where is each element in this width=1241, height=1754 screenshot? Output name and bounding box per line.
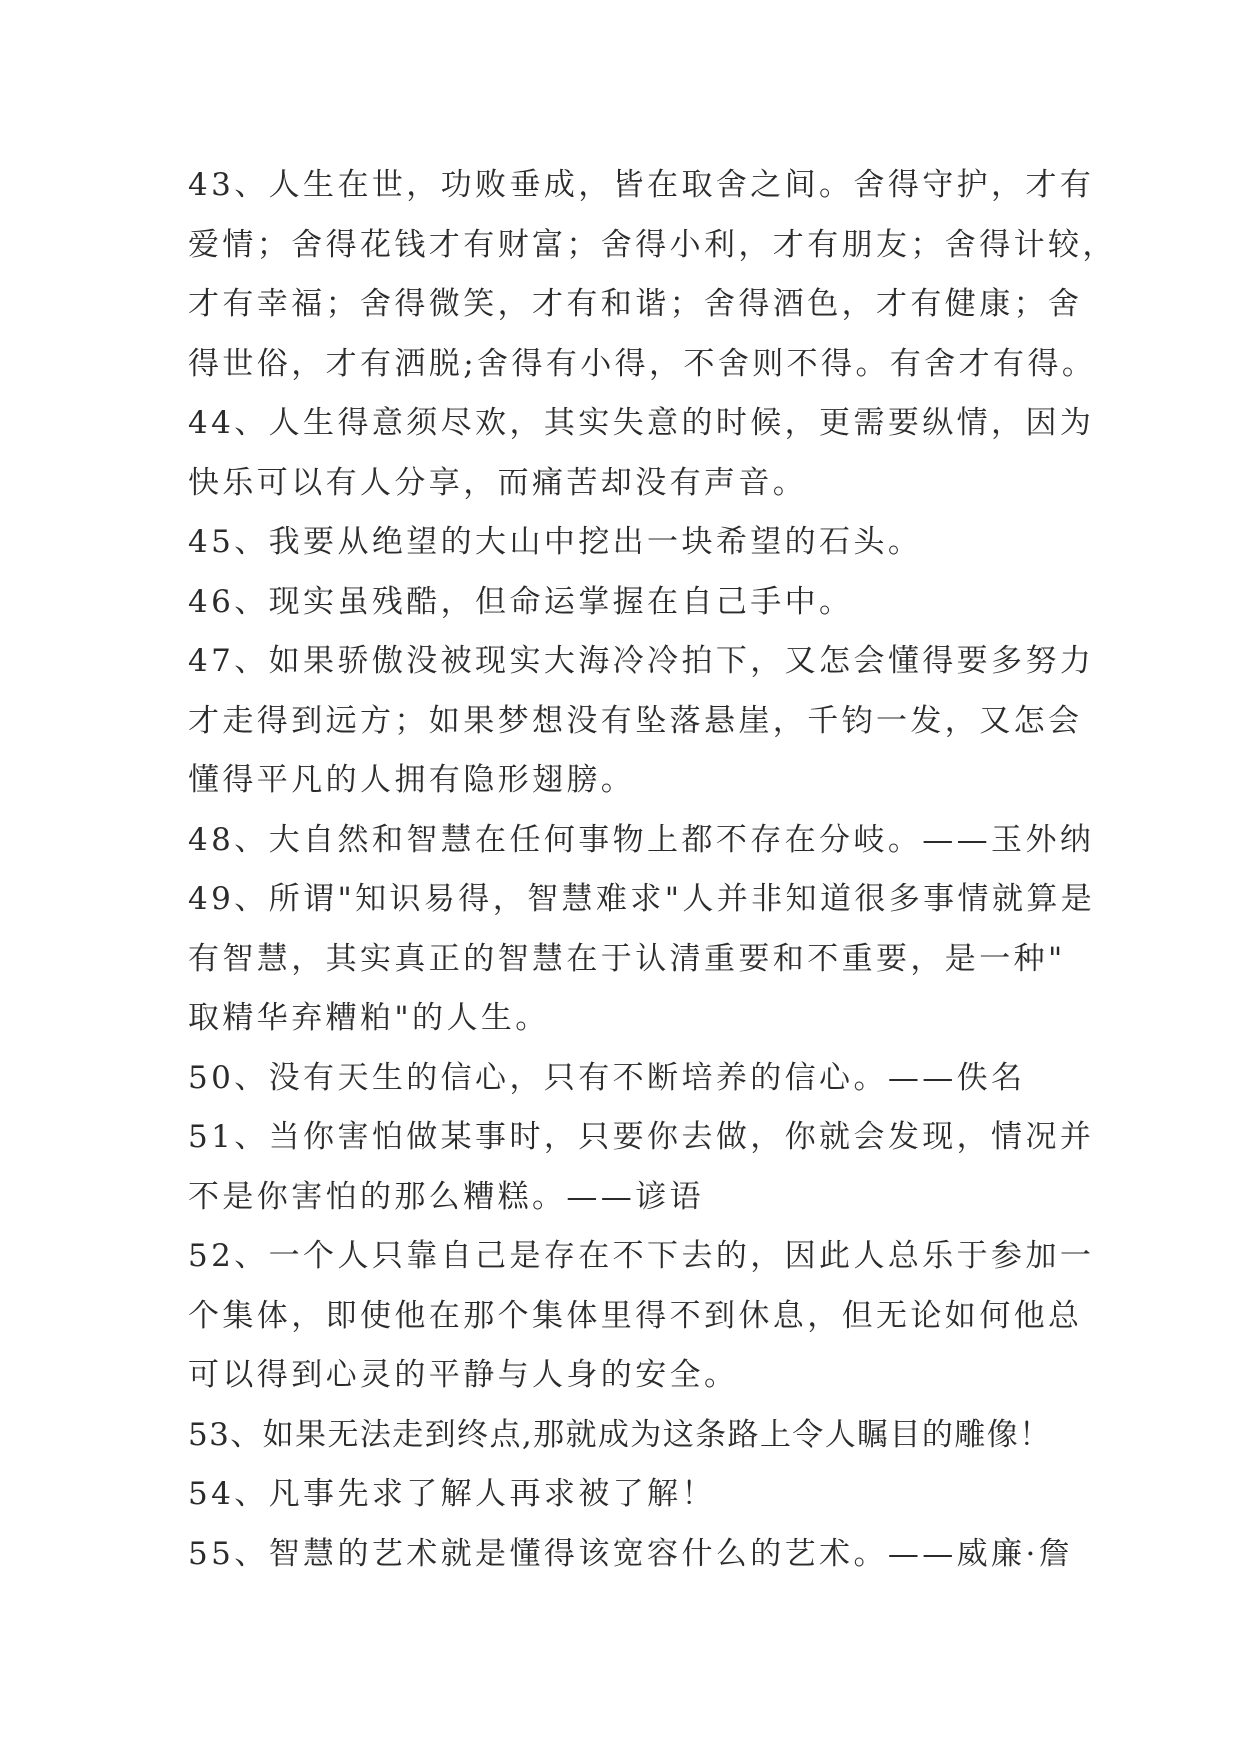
text-line: 才走得到远方；如果梦想没有坠落悬崖，千钧一发，又怎会	[188, 702, 1083, 739]
text-line: 52、一个人只靠自己是存在不下去的，因此人总乐于参加一	[188, 1238, 1095, 1274]
text-line: 个集体，即使他在那个集体里得不到休息，但无论如何他总	[188, 1297, 1083, 1334]
text-line: 54、凡事先求了解人再求被了解！	[188, 1476, 716, 1512]
text-line: 懂得平凡的人拥有隐形翅膀。	[188, 762, 636, 798]
text-line: 取精华弃糟粕"的人生。	[188, 1000, 550, 1036]
text-line: 有智慧，其实真正的智慧在于认清重要和不重要，是一种"	[188, 940, 1066, 977]
text-line: 不是你害怕的那么糟糕。——谚语	[188, 1178, 704, 1215]
text-line: 55、智慧的艺术就是懂得该宽容什么的艺术。——威廉·詹	[188, 1535, 1074, 1572]
text-line: 得世俗，才有洒脱;舍得有小得，不舍则不得。有舍才有得。	[188, 345, 1097, 382]
document-body	[188, 156, 1117, 1584]
text-line: 才有幸福；舍得微笑，才有和谐；舍得酒色，才有健康；舍	[188, 286, 1083, 322]
text-line: 43、人生在世，功败垂成，皆在取舍之间。舍得守护，才有	[188, 167, 1095, 203]
text-line: 爱情；舍得花钱才有财富；舍得小利，才有朋友；舍得计较，	[188, 226, 1117, 263]
text-line: 可以得到心灵的平静与人身的安全。	[188, 1357, 739, 1393]
text-line: 51、当你害怕做某事时，只要你去做，你就会发现，情况并	[188, 1119, 1095, 1155]
text-line: 49、所谓"知识易得，智慧难求"人并非知道很多事情就算是	[188, 881, 1096, 917]
text-line: 44、人生得意须尽欢，其实失意的时候，更需要纵情，因为	[188, 405, 1095, 441]
text-line: 快乐可以有人分享，而痛苦却没有声音。	[188, 464, 808, 501]
text-line: 46、现实虽残酷，但命运掌握在自己手中。	[188, 583, 854, 620]
text-line: 50、没有天生的信心，只有不断培养的信心。——佚名	[188, 1059, 1026, 1096]
text-line: 45、我要从绝望的大山中挖出一块希望的石头。	[188, 524, 923, 560]
text-line: 48、大自然和智慧在任何事物上都不存在分岐。——玉外纳	[188, 821, 1095, 858]
text-line: 47、如果骄傲没被现实大海冷冷拍下，又怎会懂得要多努力	[188, 643, 1095, 679]
text-line: 53、如果无法走到终点,那就成为这条路上令人瞩目的雕像！	[188, 1416, 1052, 1453]
